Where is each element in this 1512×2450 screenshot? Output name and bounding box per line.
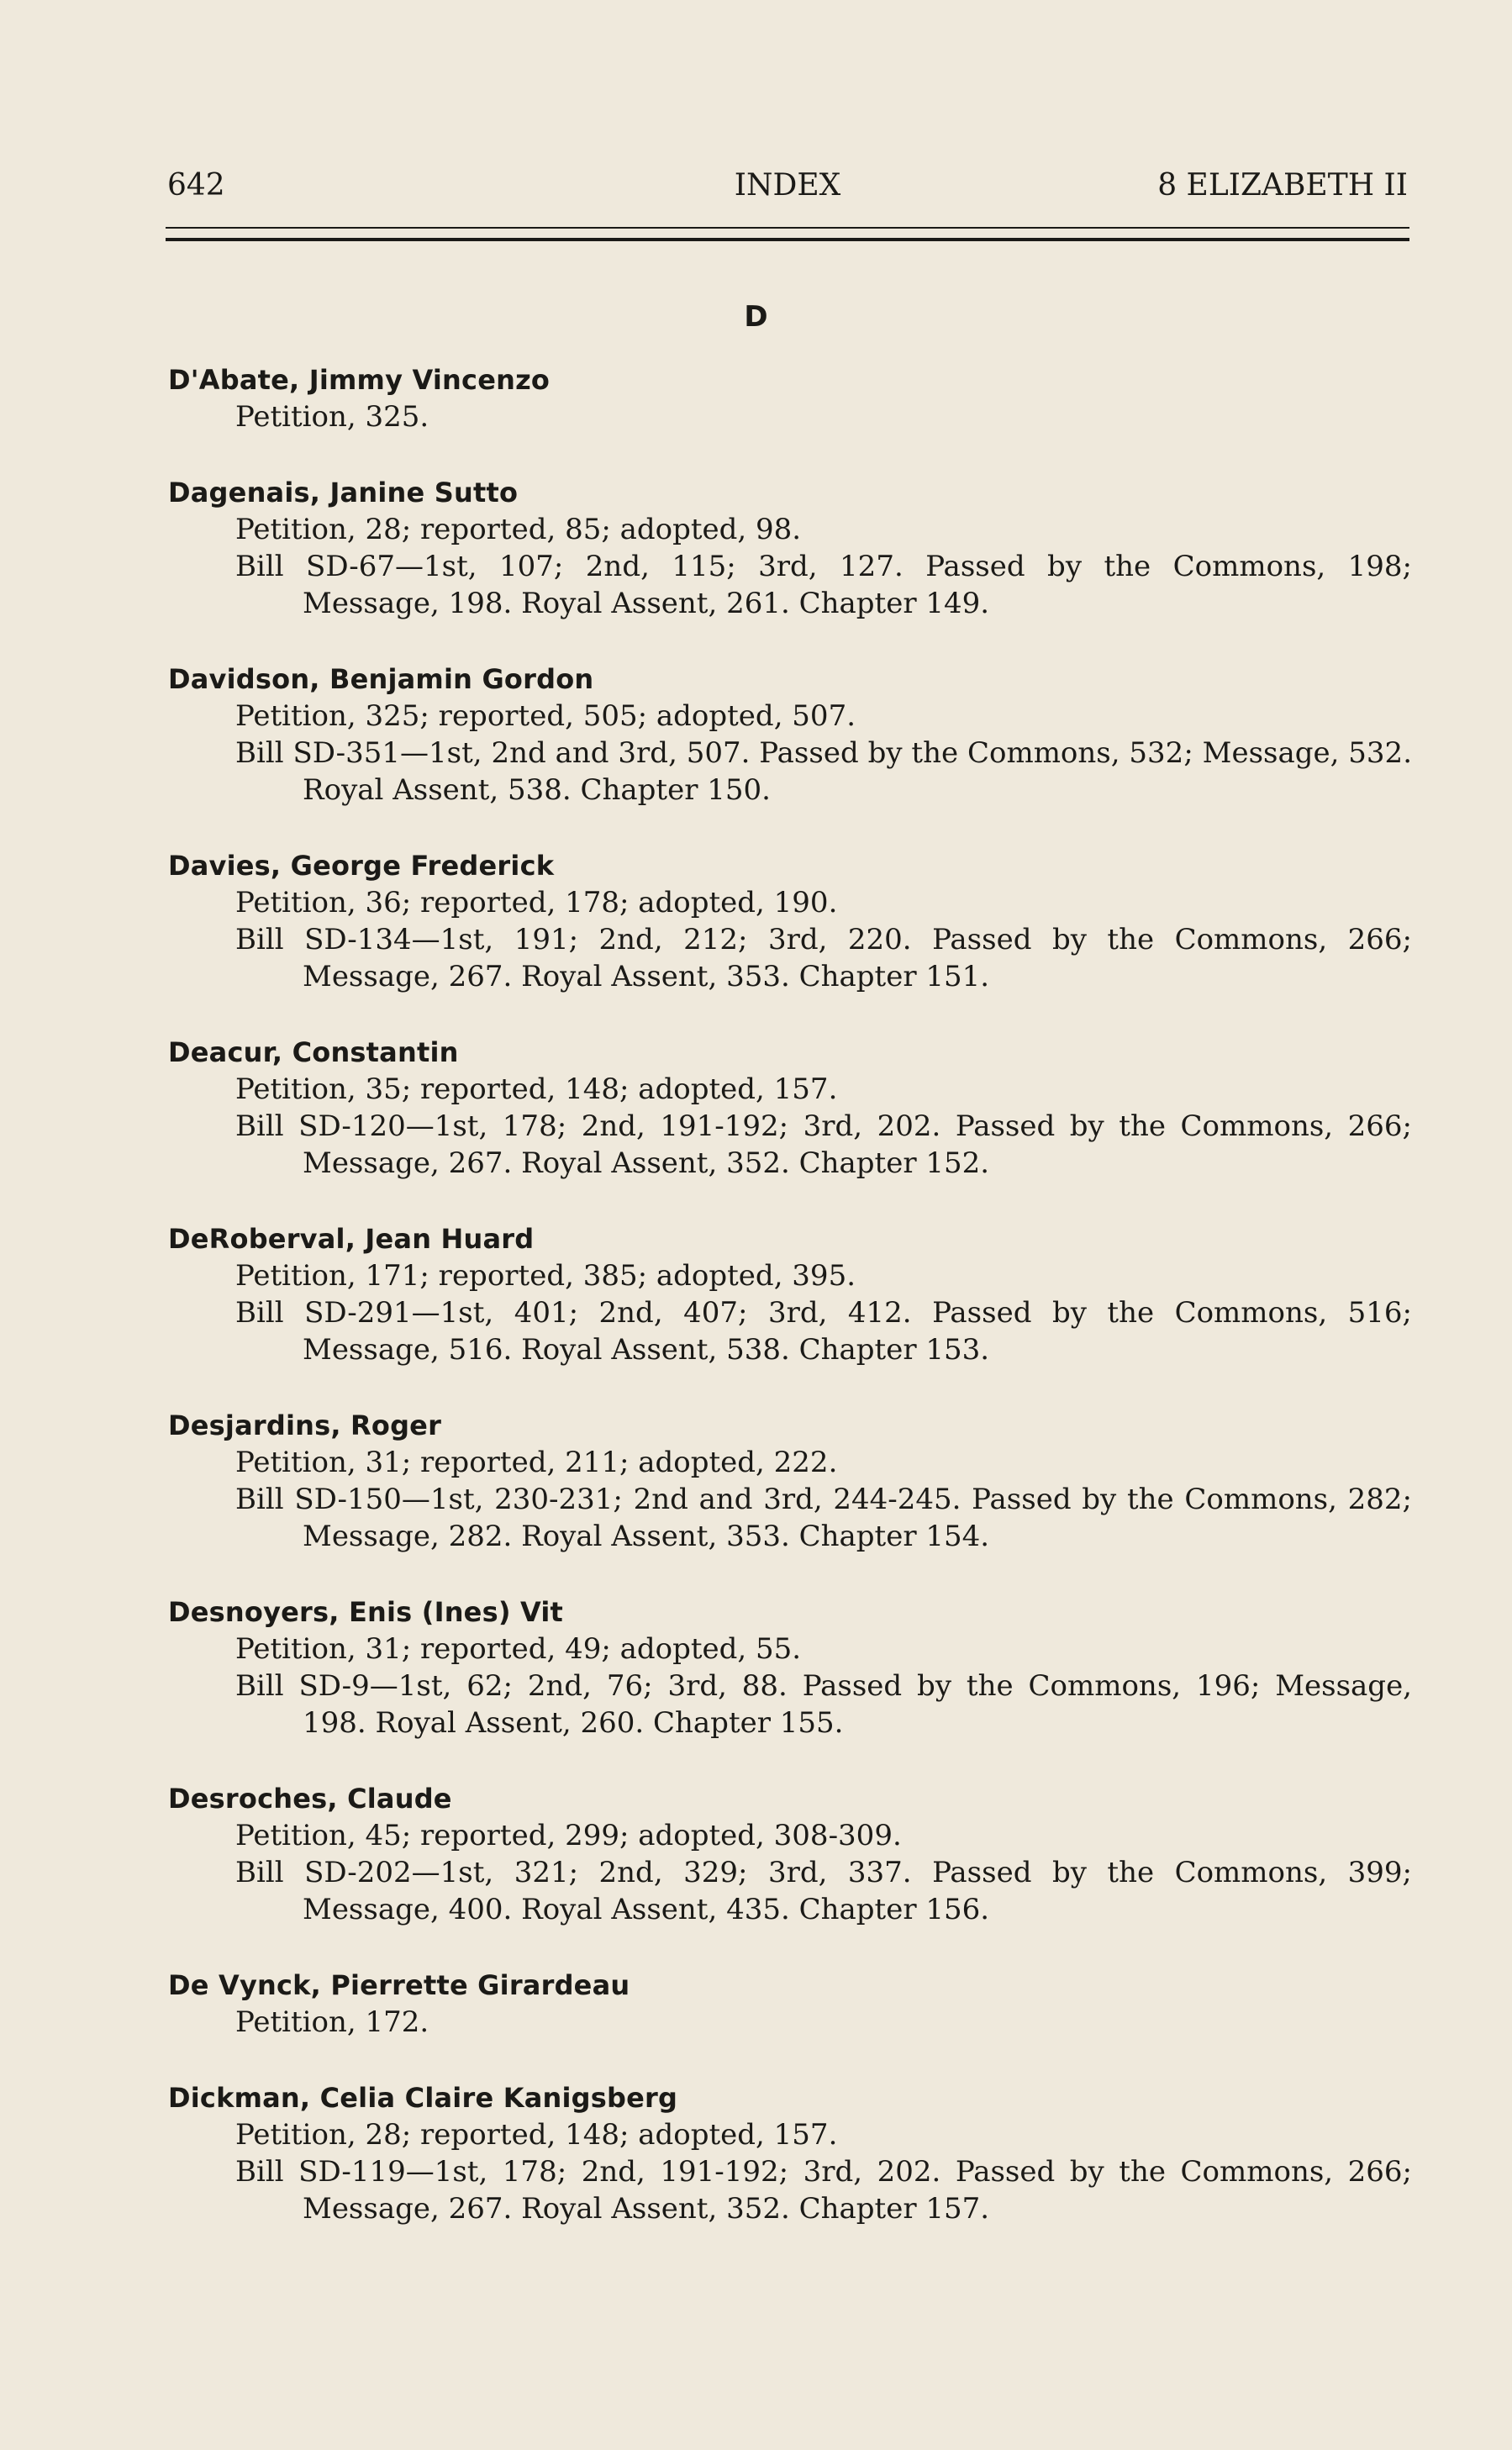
entry-bill: Bill SD-67—1st, 107; 2nd, 115; 3rd, 127. Passed by the Commons, 198; Message, 198. Royal Assent, 261. Chapter 149.: [235, 550, 1412, 620]
entry-bill: Bill SD-120—1st, 178; 2nd, 191-192; 3rd, 202. Passed by the Commons, 266; Message, 267. Royal Assent, 352. Chapter 152.: [235, 1109, 1412, 1180]
entry-name: Desroches, Claude: [168, 1783, 452, 1815]
entry-petition: Petition, 28; reported, 148; adopted, 157.: [235, 2118, 838, 2152]
index-entry: [168, 361, 1412, 435]
index-entry: [168, 1034, 1412, 1182]
index-entry: [168, 1407, 1412, 1555]
entry-name: Desjardins, Roger: [168, 1409, 442, 1441]
entry-petition: Petition, 35; reported, 148; adopted, 157.: [235, 1072, 838, 1106]
index-entry: [168, 847, 1412, 995]
index-entry: [168, 661, 1412, 809]
index-entry: [168, 1967, 1412, 2041]
entry-petition: Petition, 28; reported, 85; adopted, 98.: [235, 513, 802, 546]
header-rule-thick: [166, 238, 1409, 241]
entry-name: Dagenais, Janine Sutto: [168, 477, 519, 508]
entry-petition: Petition, 325; reported, 505; adopted, 507.: [235, 699, 856, 733]
index-entry: [168, 1220, 1412, 1368]
entry-bill: Bill SD-351—1st, 2nd and 3rd, 507. Passed by the Commons, 532; Message, 532. Royal Assent, 538. Chapter 150.: [235, 736, 1412, 807]
entry-petition: Petition, 31; reported, 49; adopted, 55.: [235, 1632, 802, 1666]
entry-bill: Bill SD-134—1st, 191; 2nd, 212; 3rd, 220. Passed by the Commons, 266; Message, 267. Royal Assent, 353. Chapter 151.: [235, 923, 1412, 993]
entry-bill: Bill SD-291—1st, 401; 2nd, 407; 3rd, 412. Passed by the Commons, 516; Message, 516. Royal Assent, 538. Chapter 153.: [235, 1296, 1412, 1367]
running-head: [167, 168, 1408, 210]
entry-bill: Bill SD-9—1st, 62; 2nd, 76; 3rd, 88. Passed by the Commons, 196; Message, 198. Royal Assent, 260. Chapter 155.: [235, 1669, 1412, 1740]
index-entry: [168, 474, 1412, 622]
entry-petition: Petition, 172.: [235, 2005, 429, 2039]
regnal-year: 8 ELIZABETH II: [1157, 168, 1408, 203]
page-title: INDEX: [734, 168, 841, 203]
entry-name: Davidson, Benjamin Gordon: [168, 663, 594, 695]
index-entry: [168, 1594, 1412, 1741]
entry-petition: Petition, 36; reported, 178; adopted, 190.: [235, 886, 838, 919]
entry-bill: Bill SD-150—1st, 230-231; 2nd and 3rd, 244-245. Passed by the Commons, 282; Message, 282. Royal Assent, 353. Chapter 154.: [235, 1483, 1412, 1553]
entry-petition: Petition, 31; reported, 211; adopted, 222.: [235, 1446, 838, 1479]
entry-name: Davies, George Frederick: [168, 850, 555, 882]
entry-name: Deacur, Constantin: [168, 1036, 459, 1068]
page-number: 642: [167, 168, 225, 203]
index-entry: [168, 1780, 1412, 1928]
entry-name: Dickman, Celia Claire Kanigsberg: [168, 2082, 678, 2114]
index-entry: [168, 2079, 1412, 2227]
entry-name: DeRoberval, Jean Huard: [168, 1223, 535, 1255]
entry-name: De Vynck, Pierrette Girardeau: [168, 1969, 630, 2001]
index-entries: [168, 361, 1412, 2266]
entry-petition: Petition, 171; reported, 385; adopted, 395.: [235, 1259, 856, 1293]
section-letter: D: [744, 300, 768, 334]
entry-bill: Bill SD-202—1st, 321; 2nd, 329; 3rd, 337. Passed by the Commons, 399; Message, 400. Royal Assent, 435. Chapter 156.: [235, 1856, 1412, 1926]
entry-name: Desnoyers, Enis (Ines) Vit: [168, 1596, 564, 1628]
entry-petition: Petition, 325.: [235, 400, 429, 434]
entry-name: D'Abate, Jimmy Vincenzo: [168, 364, 551, 396]
entry-bill: Bill SD-119—1st, 178; 2nd, 191-192; 3rd, 202. Passed by the Commons, 266; Message, 267. Royal Assent, 352. Chapter 157.: [235, 2155, 1412, 2226]
entry-petition: Petition, 45; reported, 299; adopted, 308-309.: [235, 1819, 902, 1852]
header-rule-thin: [166, 227, 1409, 229]
